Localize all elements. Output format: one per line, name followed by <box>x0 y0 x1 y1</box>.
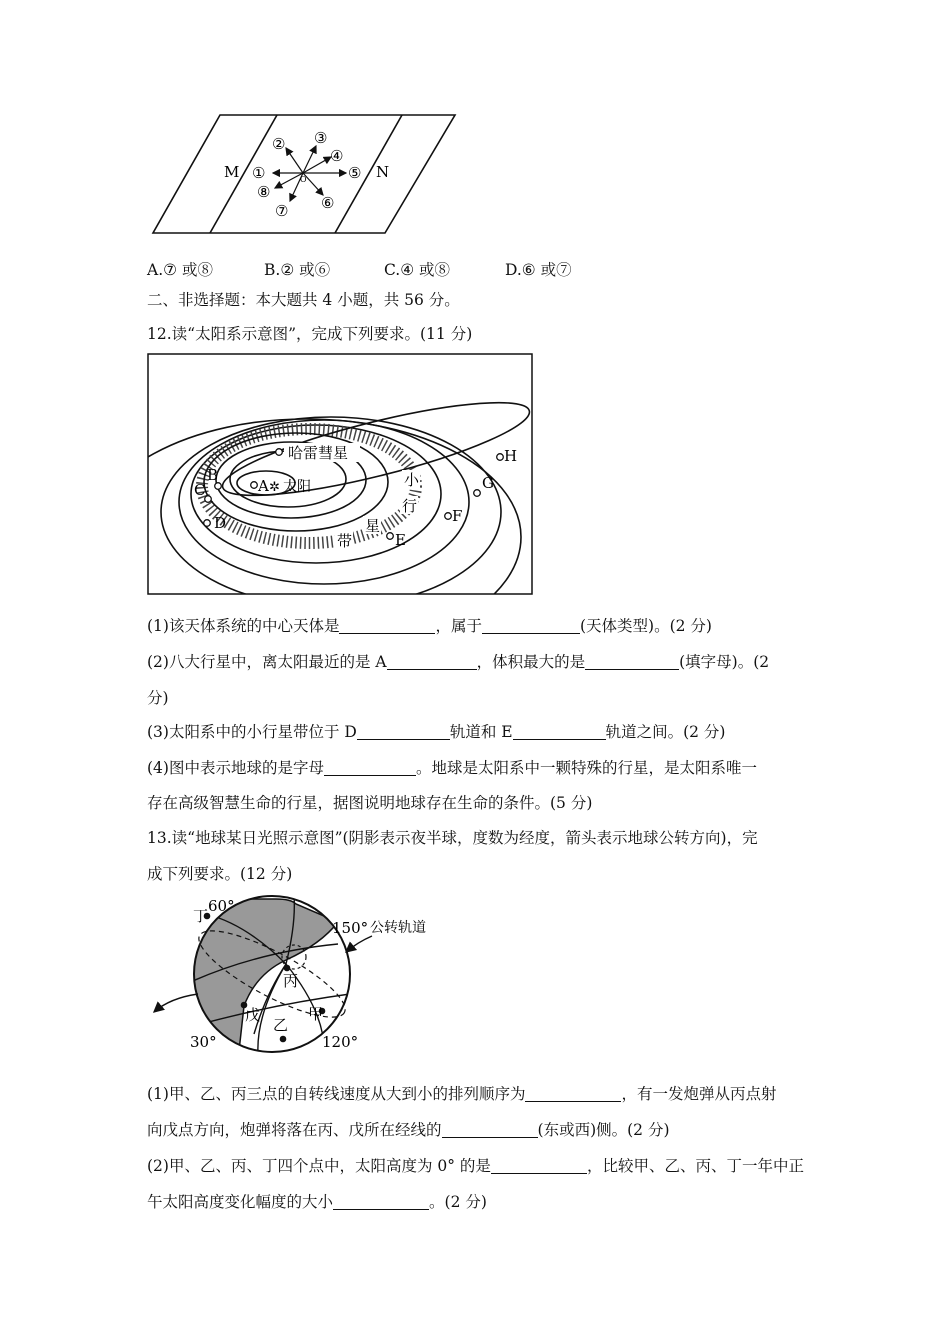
figure-solar-system <box>146 352 536 596</box>
planet-b-label: B <box>207 466 219 484</box>
halley-label: 哈雷彗星 <box>288 444 349 462</box>
bing-label: 丙 <box>283 972 299 990</box>
wu-label: 戊 <box>245 1006 261 1024</box>
lon-120-label: 120° <box>322 1033 359 1051</box>
q13-title-cont: 成下列要求。(12 分) <box>147 865 293 883</box>
arrow-6-label: ⑥ <box>321 194 335 212</box>
planet-f-label: F <box>452 507 463 525</box>
belt-char-3: 星 <box>365 517 381 535</box>
answer-blank[interactable] <box>525 1085 621 1102</box>
answer-blank[interactable] <box>357 723 450 740</box>
figure-mn-arrows <box>150 110 460 238</box>
q13-title: 13.读“地球某日光照示意图”(阴影表示夜半球，度数为经度，箭头表示地球公转方向)，完 <box>147 829 758 847</box>
arrow-7-label: ⑦ <box>275 202 289 220</box>
planet-h-dot <box>497 454 504 461</box>
answer-blank[interactable] <box>585 653 679 670</box>
answer-blank[interactable] <box>491 1157 587 1174</box>
arrow-3-label: ③ <box>314 129 328 147</box>
q12-part4: (4)图中表示地球的是字母 。地球是太阳系中一颗特殊的行星，是太阳系唯一 <box>147 759 757 777</box>
planet-c-label: C <box>194 481 206 499</box>
q13-part1-cont: 向戊点方向，炮弹将落在丙、戊所在经线的 (东或西)侧。(2 分) <box>147 1121 670 1139</box>
point-bing <box>284 965 291 972</box>
planet-g-dot <box>474 490 481 497</box>
revolution-arrow-left <box>154 994 198 1012</box>
answer-blank[interactable] <box>339 617 435 634</box>
arrow-2-label: ② <box>272 135 286 153</box>
yi-label: 乙 <box>273 1016 289 1034</box>
orbit-label: 公转轨道 <box>370 920 426 936</box>
planet-a-dot <box>251 482 258 489</box>
answer-blank[interactable] <box>333 1193 429 1210</box>
option-b: B.② 或⑥ <box>264 261 331 279</box>
answer-blank[interactable] <box>482 617 580 634</box>
arrow-8-label: ⑧ <box>257 183 271 201</box>
q12-part1: (1)该天体系统的中心天体是 ，属于 (天体类型)。(2 分) <box>147 617 712 635</box>
label-n: N <box>376 163 390 181</box>
planet-e-dot <box>387 533 394 540</box>
planet-g-label: G <box>482 474 494 492</box>
belt-char-2: 行 <box>402 497 418 515</box>
section-heading: 二、非选择题：本大题共 4 小题，共 56 分。 <box>147 291 460 309</box>
planet-d-label: D <box>214 514 227 532</box>
point-yi <box>280 1036 287 1043</box>
revolution-arrow-right <box>346 936 372 952</box>
answer-blank[interactable] <box>387 653 477 670</box>
label-m: M <box>224 163 240 181</box>
label-o: O <box>300 175 307 184</box>
ding-label: 丁 <box>193 907 209 925</box>
arrow-1-label: ① <box>252 164 266 182</box>
q12-part3: (3)太阳系中的小行星带位于 D 轨道和 E 轨道之间。(2 分) <box>147 723 726 741</box>
belt-char-1: 小 <box>404 471 420 489</box>
answer-blank[interactable] <box>513 723 606 740</box>
answer-blank[interactable] <box>324 759 416 776</box>
q12-part4-cont: 存在高级智慧生命的行星，据图说明地球存在生命的条件。(5 分) <box>147 794 593 812</box>
sun-icon: ✲ <box>269 480 280 495</box>
planet-a-label: A <box>258 477 269 495</box>
q12-part2: (2)八大行星中，离太阳最近的是 A ，体积最大的是 (填字母)。(2 <box>147 653 770 671</box>
q12-title: 12.读“太阳系示意图”，完成下列要求。(11 分) <box>147 325 473 343</box>
planet-d-dot <box>204 520 211 527</box>
halley-dot <box>276 449 283 456</box>
figure-earth-illumination <box>146 894 436 1060</box>
belt-char-4: 带 <box>337 532 353 550</box>
q13-part1: (1)甲、乙、丙三点的自转线速度从大到小的排列顺序为 ，有一发炮弹从丙点射 <box>147 1085 777 1103</box>
arrow-5-label: ⑤ <box>348 164 362 182</box>
arrow-4-label: ④ <box>330 147 344 165</box>
answer-blank[interactable] <box>442 1121 538 1138</box>
lon-30-label: 30° <box>190 1033 217 1051</box>
q13-part2-cont: 午太阳高度变化幅度的大小 。(2 分) <box>147 1193 487 1211</box>
planet-c-dot <box>205 496 212 503</box>
q13-part2: (2)甲、乙、丙、丁四个点中，太阳高度为 0° 的是 ，比较甲、乙、丙、丁一年中正 <box>147 1157 804 1175</box>
option-a: A.⑦ 或⑧ <box>147 261 213 279</box>
planet-e-label: E <box>395 531 406 549</box>
option-d: D.⑥ 或⑦ <box>505 261 572 279</box>
q12-part2-cont: 分) <box>147 689 169 707</box>
jia-label: 甲 <box>308 1005 324 1023</box>
lon-60-label: 60° <box>208 897 235 915</box>
lon-150-label: 150° <box>332 919 369 937</box>
sun-label: 太阳 <box>283 479 311 495</box>
option-c: C.④ 或⑧ <box>384 261 451 279</box>
planet-h-label: H <box>504 447 518 465</box>
planet-f-dot <box>445 513 452 520</box>
